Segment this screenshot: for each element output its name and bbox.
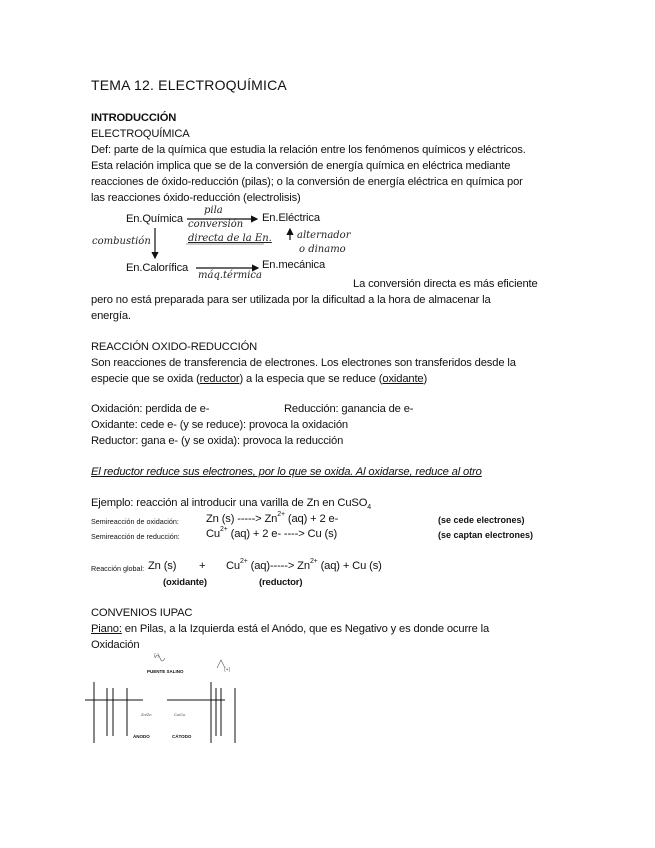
semi-red-label: Semireacción de reducción:	[91, 532, 180, 541]
example-intro: Ejemplo: reacción al introducir una varilla de Zn en CuSO$_4$	[91, 497, 372, 512]
piano-label: Piano:	[91, 623, 122, 635]
label-o-dinamo: o dinamo	[299, 244, 346, 255]
label-combustion: combustión	[92, 236, 151, 247]
label-maq-termica: máq.térmica	[198, 270, 262, 281]
oxidante-def: Oxidante: cede e- (y se reduce): provoca la oxidación	[91, 419, 348, 431]
semi-ox-label: Semireacción de oxidación:	[91, 517, 179, 526]
global-zn: Zn (s)	[148, 560, 177, 572]
redox-line-1: Son reacciones de transferencia de electrones. Los electrones son transferidos desde la	[91, 357, 516, 369]
semi-red-equation: $Cu^{2+}$ (aq) + 2 e- ----> Cu (s)	[206, 526, 338, 540]
conversion-note-line-2: pero no está preparada para ser utilizada por la dificultad a la hora de almacenar la	[91, 294, 491, 306]
semi-ox-note: (se cede electrones)	[438, 515, 525, 525]
redox-line-2: especie que se oxida (reductor) a la especia que se reduce (oxidante)	[91, 373, 428, 385]
reductor-def: Reductor: gana e- (y se oxida): provoca la reducción	[91, 435, 344, 447]
definition-line-2: Esta relación implica que se de la conversión de energía química en eléctrica mediante	[91, 160, 511, 172]
diagram-arrows	[0, 0, 655, 300]
global-label: Reacción global:	[91, 564, 145, 573]
cell-lines	[85, 650, 255, 750]
label-puente-salino: PUENTE SALINO	[147, 669, 184, 674]
conversion-note-line-3: energía.	[91, 310, 131, 322]
intro-subheading: ELECTROQUÍMICA	[91, 128, 190, 140]
label-pila: pila	[204, 205, 223, 216]
global-equation: $Cu^{2+}$ $(aq)-----> Zn^{2+}$ (aq) + Cu (s)	[226, 558, 382, 572]
global-oxidante-label: (oxidante)	[163, 577, 207, 588]
label-en-quimica: En.Química	[126, 213, 183, 225]
oxidante-term: oxidante	[382, 373, 424, 385]
label-en-mecanica: En.mecánica	[262, 259, 326, 271]
semi-ox-equation: Zn (s) -----> $Zn^{2+}$ (aq) + 2 e-	[206, 511, 339, 525]
definition-line-1: Def: parte de la química que estudia la relación entre los fenómenos químicos y eléctricos.	[91, 144, 526, 156]
convenios-heading: CONVENIOS IUPAC	[91, 607, 193, 619]
reductor-term: reductor	[199, 373, 240, 385]
page-title: TEMA 12. ELECTROQUÍMICA	[91, 77, 287, 93]
piano-line: Piano: en Pilas, a la Izquierda está el Anódo, que es Negativo y es donde ocurre la	[91, 623, 490, 635]
label-anodo: ÁNODO	[133, 734, 150, 739]
label-plus-mark: (+)	[224, 667, 231, 673]
global-plus: +	[199, 560, 206, 572]
redox-heading: REACCIÓN OXIDO-REDUCCIÓN	[91, 341, 258, 353]
reduccion-def: Reducción: ganancia de e-	[284, 403, 414, 415]
label-conversion: conversión	[188, 219, 244, 230]
label-zn: Zn/Zn	[141, 712, 152, 717]
intro-heading: INTRODUCCIÓN	[91, 112, 177, 124]
label-en-calorifica: En.Calorífica	[126, 262, 189, 274]
conversion-note-line-1: La conversión directa es más eficiente	[353, 278, 538, 290]
label-catodo: CÁTODO	[172, 734, 192, 739]
oxidacion-def: Oxidación: perdida de e-	[91, 403, 210, 415]
label-alternador: alternador	[297, 230, 351, 241]
piano-line-2: Oxidación	[91, 639, 140, 651]
label-directa: directa de la En.	[188, 233, 272, 244]
label-en-electrica: En.Eléctrica	[262, 212, 320, 224]
global-reductor-label: (reductor)	[259, 577, 303, 588]
definition-line-4: las reacciones óxido-reducción (electrolisis)	[91, 192, 301, 204]
semi-red-note: (se captan electrones)	[438, 530, 534, 540]
label-cu: Cu/Cu	[174, 712, 186, 717]
label-minus-mark: (-)	[154, 653, 159, 659]
definition-line-3: reacciones de óxido-reducción (pilas); o la conversión de energía eléctrica en química por	[91, 176, 523, 188]
italic-note: El reductor reduce sus electrones, por lo que se oxida. Al oxidarse, reduce al otro	[91, 466, 482, 478]
